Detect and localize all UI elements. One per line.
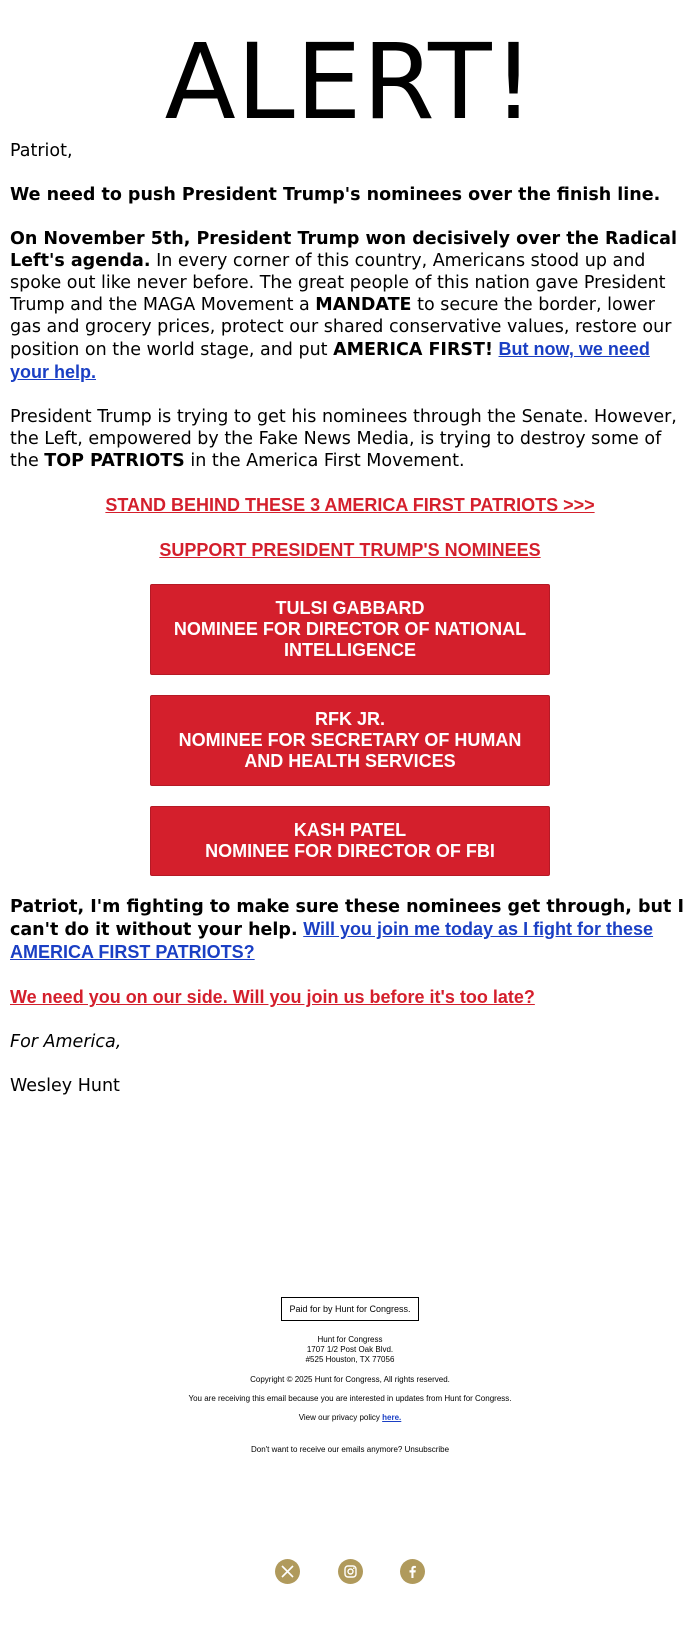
email-body: [0, 140, 700, 1097]
join-me-link[interactable]: Will you join me today as I fight for these AMERICA FIRST PATRIOTS?: [10, 919, 654, 962]
cta-stand-behind: [10, 494, 690, 517]
nominee-button-patel[interactable]: KASH PATEL NOMINEE FOR DIRECTOR OF FBI: [150, 806, 550, 876]
intro: We need to push President Trump's nominees over the finish line.: [10, 185, 661, 205]
support-nominees-link[interactable]: SUPPORT PRESIDENT TRUMP'S NOMINEES: [159, 540, 541, 560]
paragraph-election: On November 5th, President Trump won decisively over the Radical Left's agenda. In every corner of this country, Americans stood up and spoke out like never before. The great people of this nation gave President Trump and the MAGA Movement a MANDATE to secure the border, lower gas and grocery prices, protect our shared conservative values, restore our position on the world stage, and put AMERICA FIRST! But now, we need your help.: [10, 229, 677, 382]
stand-behind-link[interactable]: STAND BEHIND THESE 3 AMERICA FIRST PATRIOTS >>>: [105, 495, 595, 515]
footer-unsubscribe[interactable]: Don't want to receive our emails anymore? Unsubscribe: [250, 1445, 450, 1454]
alert-headline: ALERT!: [164, 21, 536, 143]
cta-our-side: [10, 986, 690, 1009]
greeting: Patriot,: [10, 141, 73, 161]
signoff: For America,: [10, 1032, 122, 1052]
nominee-button-rfk[interactable]: RFK JR. NOMINEE FOR SECRETARY OF HUMAN AND HEALTH SERVICES: [150, 695, 550, 786]
footer-copyright: Copyright © 2025 Hunt for Congress, All rights reserved.: [250, 1375, 450, 1384]
footer: [0, 1297, 700, 1455]
footer-address-2: #525 Houston, TX 77056: [305, 1355, 395, 1364]
instagram-icon[interactable]: [338, 1559, 363, 1584]
footer-receiving: You are receiving this email because you are interested in updates from Hunt for Congress.: [188, 1394, 512, 1403]
nominee-buttons: [10, 584, 690, 876]
social-links: [0, 1559, 700, 1584]
paragraph-senate: President Trump is trying to get his nominees through the Senate. However, the Left, empowered by the Fake News Media, is trying to destroy some of the TOP PATRIOTS in the America First Movement.: [10, 407, 677, 471]
paragraph-fighting: Patriot, I'm fighting to make sure these nominees get through, but I can't do it without your help. Will you join me today as I fight for these AMERICA FIRST PATRIOTS?: [10, 897, 684, 962]
footer-org: Hunt for Congress: [317, 1335, 383, 1344]
x-icon[interactable]: [275, 1559, 300, 1584]
footer-privacy: View our privacy policy here.: [298, 1413, 402, 1422]
paid-for-box: Paid for by Hunt for Congress.: [281, 1297, 418, 1321]
bold-lead: On November 5th, President Trump won decisively over the Radical Left's agenda.: [10, 229, 677, 271]
signature: Wesley Hunt: [10, 1076, 120, 1096]
our-side-link[interactable]: We need you on our side. Will you join us before it's too late?: [10, 987, 535, 1007]
cta-support: [10, 539, 690, 562]
footer-address-1: 1707 1/2 Post Oak Blvd.: [306, 1345, 394, 1354]
help-link[interactable]: But now, we need your help.: [10, 339, 650, 382]
privacy-link[interactable]: here.: [382, 1413, 402, 1422]
nominee-button-gabbard[interactable]: TULSI GABBARD NOMINEE FOR DIRECTOR OF NATIONAL INTELLIGENCE: [150, 584, 550, 675]
facebook-icon[interactable]: [400, 1559, 425, 1584]
